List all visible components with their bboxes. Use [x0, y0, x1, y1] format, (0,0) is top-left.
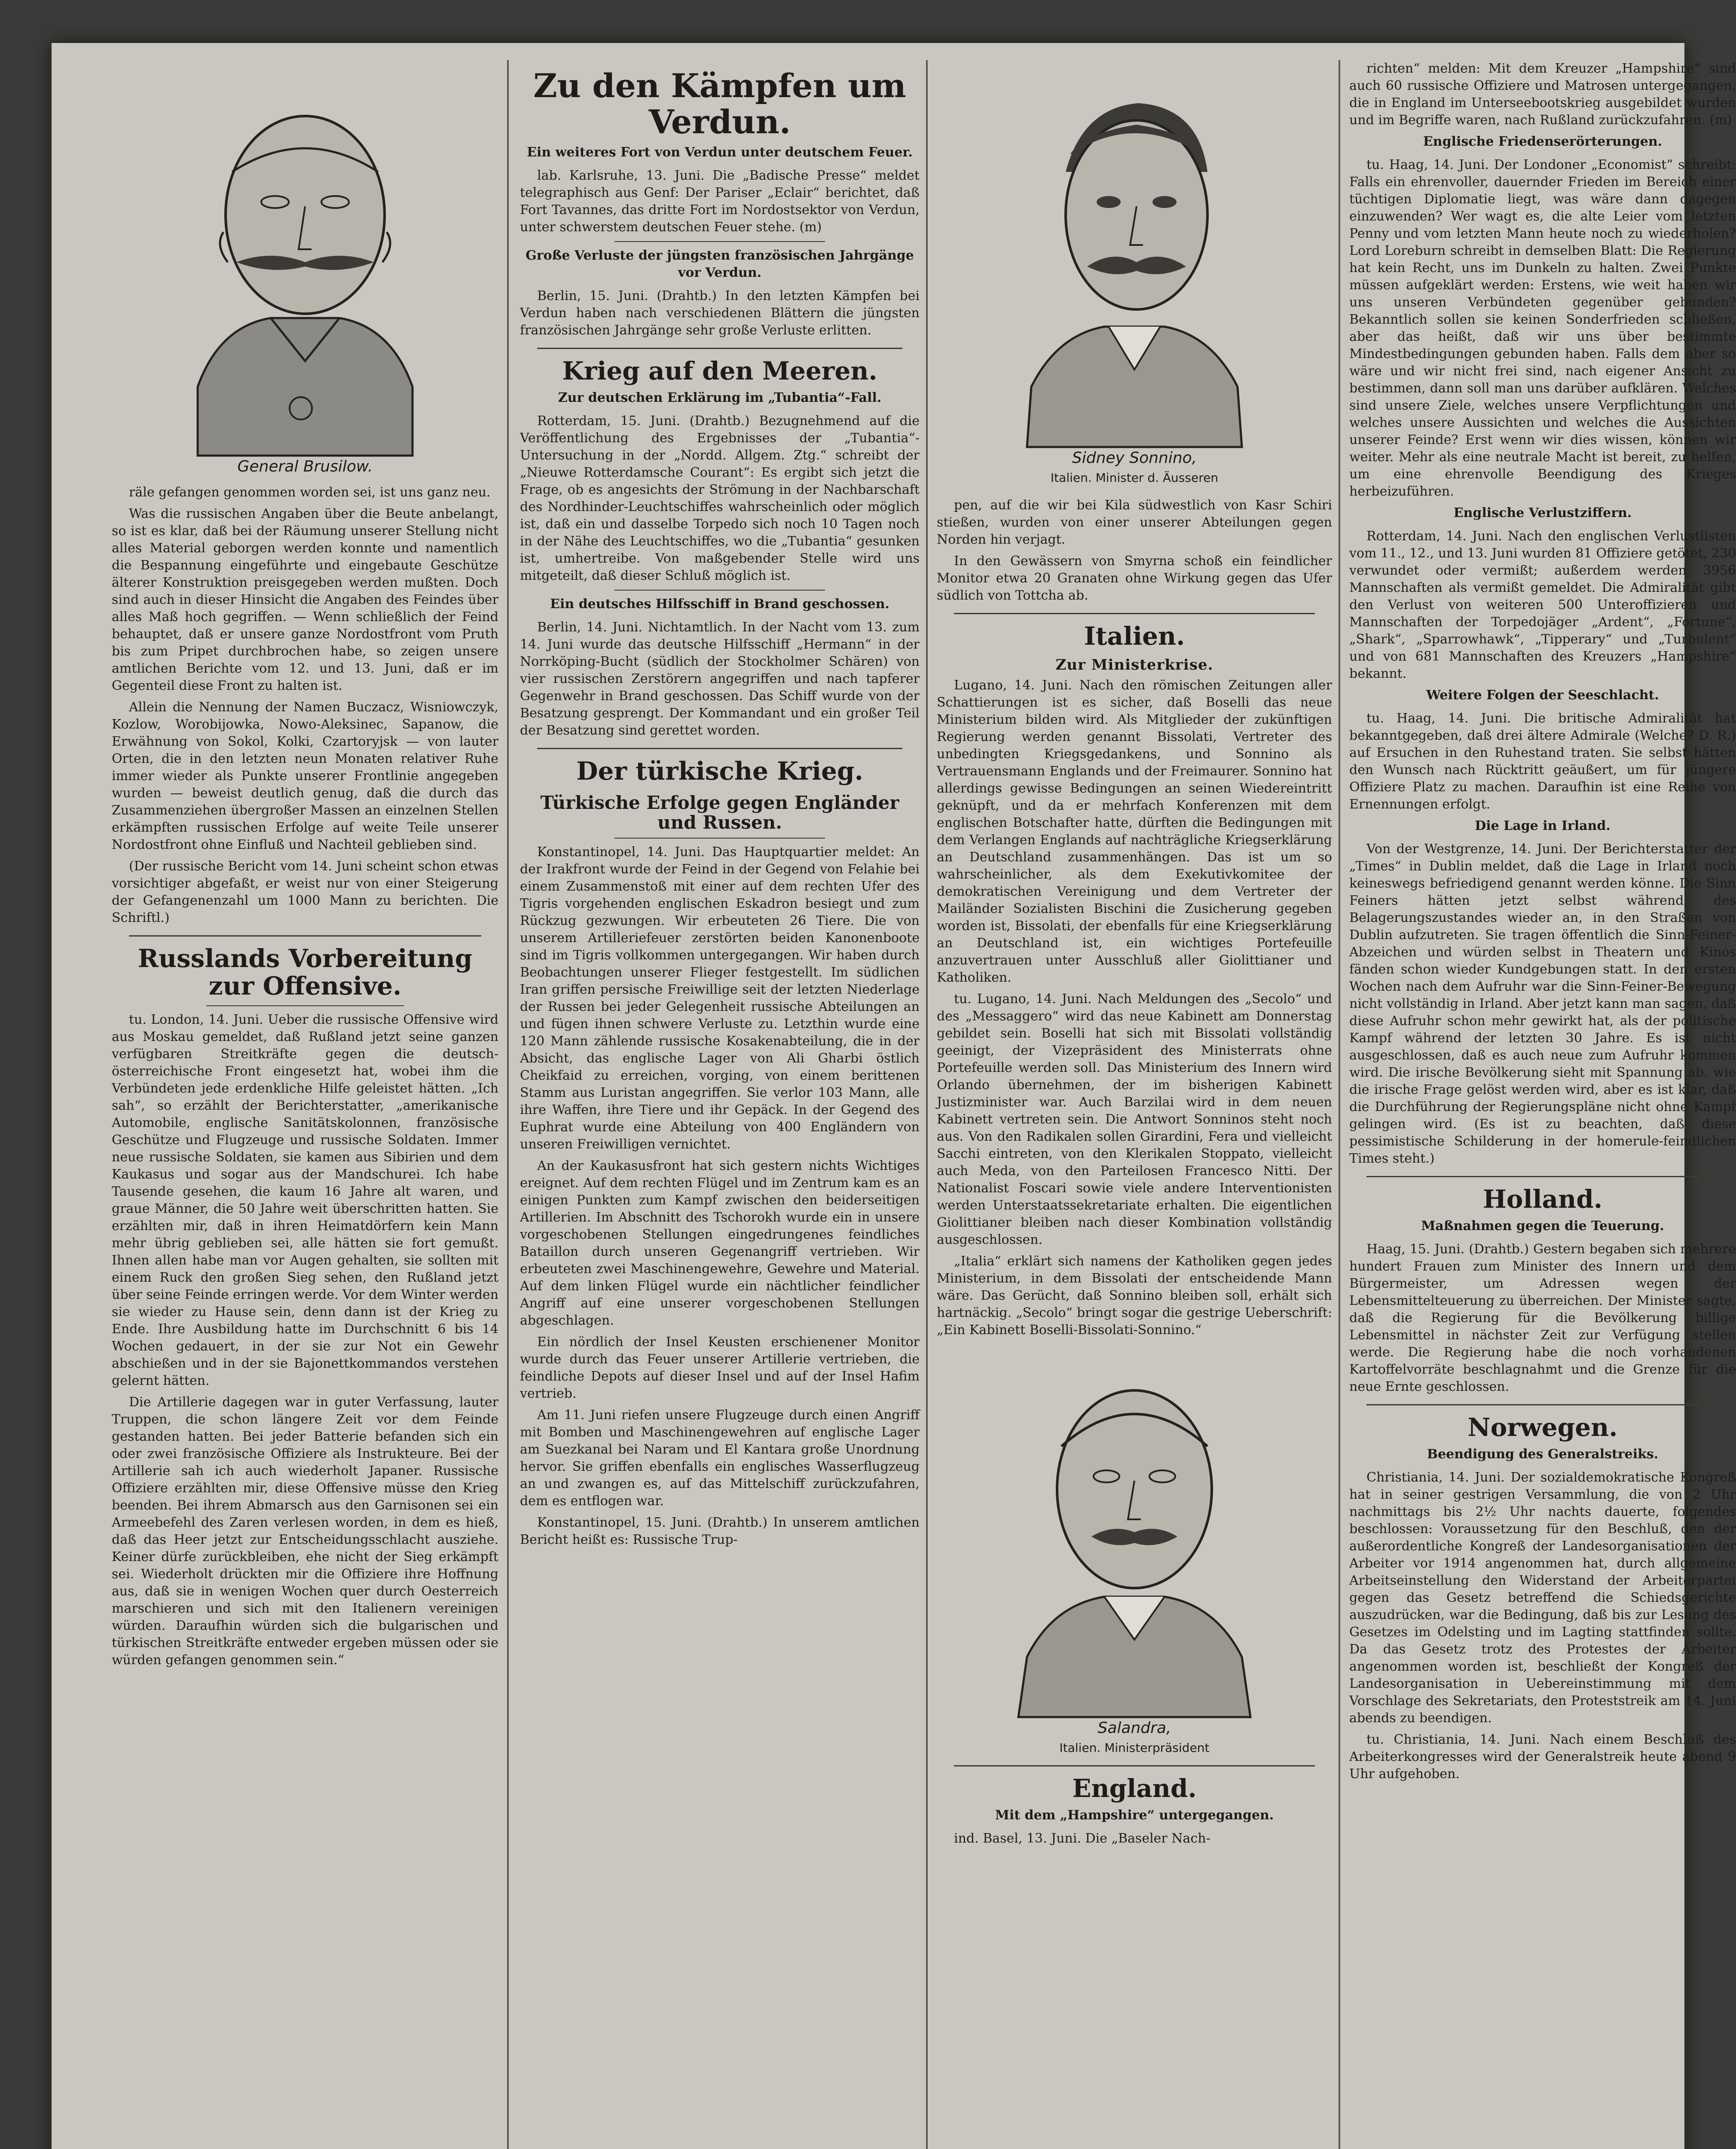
- column-4: [1349, 60, 1736, 1787]
- headline-erfolge: Türkische Erfolge gegen Engländer und Russen.: [540, 792, 899, 833]
- article-text: Berlin, 14. Juni. Nichtamtlich. In der Nacht vom 13. zum 14. Juni wurde das deutsche Hilfsschiff „Hermann“ in der Norrköping-Bucht (südlich der Stockholmer Schären) von vier russischen Zerstörern angegriffen und nach tapferer Gegenwehr in Brand geschossen. Das Schiff wurde von der Besatzung gesprengt. Der Kommandant und ein großer Teil der Besatzung sind gerettet worden.: [520, 619, 920, 738]
- portrait-caption: Salandra,: [1097, 1719, 1171, 1737]
- article-text: tu. Haag, 14. Juni. Der Londoner „Economist“ schreibt: Falls ein ehrenvoller, dauernder Frieden im Bereich einer tüchtigen Diplomatie liegt, was wäre dann dagegen einzuwenden? Wer wagt es, die alte Leier vom letzten Penny und vom letzten Mann heute noch zu wiederholen? Lord Loreburn schreibt in demselben Blatt: Die Regierung hat kein Recht, uns im Dunkeln zu halten. Zwei Punkte müssen aufgeklärt werden: Erstens, wie weit haben wir uns unseren Verbündeten gegenüber gebunden? Bekanntlich sollen sie keinen Sonderfrieden schließen, aber das heißt, daß wir uns über bestimmte Mindestbedingungen gebunden haben. Falls dem aber so wäre und wir nicht frei sind, nach eigener Ansicht zu bestimmen, dann soll man uns darüber aufklären. Welches sind unsere Ziele, welches unsere Verpflichtungen und welches unsere Aussichten und welches die Aussichten unserer Feinde? Erst wenn wir dies wissen, können wir weiter. Mehr als eine neutrale Macht ist bereit, zu helfen, um eine ehrenvolle Beendigung des Krieges herbeizuführen.: [1349, 157, 1736, 499]
- subheadline: Ein deutsches Hilfsschiff in Brand geschossen.: [550, 596, 889, 612]
- article-text: Rotterdam, 15. Juni. (Drahtb.) Bezugnehmend auf die Veröffentlichung des Ergebnisses der „Tubantia“-Untersuchung in der „Nordd. Allgem. Ztg.“ schreibt der „Nieuwe Rotterdamsche Courant“: Es ergibt sich jetzt die Frage, ob es angesichts der Strömung in der Nachbarschaft des Nordhinder-Leuchtschiffes wahrscheinlich oder möglich ist, daß ein und dasselbe Torpedo sich noch 10 Tagen noch in der Nähe des Leuchtschiffes, wo die „Tubantia“ gesunken ist, umhertreibe. Von maßgebender Stelle wird uns mitgeteilt, daß dieser Schluß möglich ist.: [520, 413, 920, 583]
- portrait-salandra: [1001, 1347, 1268, 1717]
- section-divider: [1366, 1404, 1719, 1405]
- column-1: [112, 60, 498, 1673]
- subheadline: Maßnahmen gegen die Teuerung.: [1421, 1218, 1664, 1234]
- portrait-caption: Sidney Sonnino,: [1072, 449, 1197, 467]
- article-text: Ein nördlich der Insel Keusten erschienener Monitor wurde durch das Feuer unserer Artillerie vertrieben, die feindliche Depots auf dieser Insel und auf der Insel Hafim vertrieb.: [520, 1335, 920, 1402]
- portrait-sonnino: [1001, 60, 1268, 447]
- headline-verdun: Zu den Kämpfen um Verdun.: [533, 67, 906, 141]
- headline-offensive: Russlands Vorbereitung zur Offensive.: [138, 944, 473, 1001]
- article-text: räle gefangen genommen worden sei, ist uns ganz neu.: [129, 485, 491, 500]
- article-text: tu. Haag, 14. Juni. Die britische Admiralität hat bekanntgegeben, daß drei ältere Admirale (Welche? D. R.) auf Ersuchen in den Ruhestand traten. Sie selbst hätten den Wunsch nach Rücktritt geäußert, um für jüngere Offiziere Platz zu machen. Daraufhin ist eine Reihe von Ernennungen erfolgt.: [1349, 711, 1736, 812]
- headline-england: England.: [1072, 1773, 1197, 1803]
- newspaper-page: [52, 43, 1736, 2149]
- article-text: Rotterdam, 14. Juni. Nach den englischen Verlustlisten vom 11., 12., und 13. Juni wurden 81 Offiziere getötet, 230 verwundet oder vermißt; außerdem werden 3956 Mannschaften als vermißt gemeldet. Die Admiralität gibt den Verlust von weiteren 500 Unteroffizieren und Mannschaften der Torpedojäger „Ardent“, „Fortune“, „Shark“, „Sparrowhawk“, „Tipperary“ und „Turbulent“ und von 681 Mannschaften des Kreuzers „Hampshire“ bekannt.: [1349, 529, 1736, 681]
- article-text: Christiania, 14. Juni. Der sozialdemokratische Kongreß hat in seiner gestrigen Versammlung, die von 2 Uhr nachmittags bis 2½ Uhr nachts dauerte, folgendes beschlossen: Voraussetzung für den Beschluß, den der außerordentliche Kongreß der Landesorganisationen der Arbeiter vor 1914 angenommen hat, durch allgemeine Arbeitseinstellung den Widerstand der Arbeiterpartei gegen das Gesetz betreffend die Schiedsgerichte auszudrücken, war die Bedingung, daß bis zur Lesung des Gesetzes im Odelsting und im Lagting stattfinden sollte. Da das Gesetz trotz des Protestes der Arbeiter angenommen worden ist, beschließt der Kongreß der Landesorganisation in Uebereinstimmung mit dem Vorschlage des Sekretariats, den Proteststreik am 14. Juni abends zu beendigen.: [1349, 1469, 1736, 1726]
- article-text: An der Kaukasusfront hat sich gestern nichts Wichtiges ereignet. Auf dem rechten Flügel und im Zentrum kam es an einigen Punkten zum Kampf zwischen den beiderseitigen Artillerien. Im Abschnitt des Tschorokh wurde ein in unsere vorgeschobenen Stellungen eingedrungenes feindliches Bataillon durch unseren Gegenangriff vertrieben. Wir erbeuteten zwei Maschinengewehre, Gewehre und Material. Auf dem linken Flügel wurde ein nächtlicher feindlicher Angriff auf eine unserer vorgeschobenen Stellungen abgeschlagen.: [520, 1158, 920, 1329]
- section-divider: [537, 748, 902, 749]
- article-text: In den Gewässern von Smyrna schoß ein feindlicher Monitor etwa 20 Granaten ohne Wirkung gegen das Ufer südlich von Tottcha ab.: [937, 554, 1332, 603]
- article-text: lab. Karlsruhe, 13. Juni. Die „Badische Presse“ meldet telegraphisch aus Genf: Der Pariser „Eclair“ berichtet, daß Fort Tavannes, das dritte Fort im Nordostsektor von Verdun, unter schwerstem deutschen Feuer stehe. (m): [520, 168, 920, 235]
- subheadline: Mit dem „Hampshire“ untergegangen.: [995, 1807, 1274, 1823]
- article-text: tu. Lugano, 14. Juni. Nach Meldungen des „Secolo“ und des „Messaggero“ wird das neue Kabinett am Donnerstag gebildet sein. Boselli hat sich mit Bissolati vollständig geeinigt, der Vizepräsident des Ministerrats ohne Portefeuille werden soll. Das Ministerium des Innern wird Orlando übernehmen, der im bisherigen Kabinett Justizminister war. Auch Barzilai wird in dem neuen Kabinett vertreten sein. Die Antwort Sonninos steht noch aus. Von den Radikalen sollen Girardini, Fera und vielleicht Sacchi eintreten, von den Klerikalen Stoppato, vielleicht auch Meda, von den Parteilosen Francesco Nitti. Der Nationalist Foscari sowie viele andere Interventionisten werden Unterstaatssekretariate erhalten. Die eigentlichen Giolittianer bleiben nach dieser Kombination vollständig ausgeschlossen.: [937, 991, 1332, 1247]
- article-text: „Italia“ erklärt sich namens der Katholiken gegen jedes Ministerium, in dem Bissolati der entscheidende Mann wäre. Das Gerücht, daß Sonnino bleiben soll, erhält sich hartnäckig. „Secolo“ bringt sogar die gestrige Ueberschrift: „Ein Kabinett Boselli-Bissolati-Sonnino.“: [937, 1253, 1332, 1338]
- column-rule: [926, 60, 928, 2149]
- portrait-brusilow: [172, 60, 438, 456]
- section-divider: [206, 1005, 404, 1006]
- article-text: ind. Basel, 13. Juni. Die „Baseler Nach-: [954, 1831, 1210, 1846]
- subheadline: Große Verluste der jüngsten französischen Jahrgänge vor Verdun.: [526, 248, 914, 281]
- headline-meere: Krieg auf den Meeren.: [562, 356, 877, 386]
- article-text: Konstantinopel, 14. Juni. Das Hauptquartier meldet: An der Irakfront wurde der Feind in der Gegend von Felahie bei einem Zusammenstoß mit einer auf dem rechten Ufer des Tigris vorgehenden englischen Eskadron besiegt und zum Rückzug gezwungen. Wir erbeuteten 26 Tiere. Die von unserem Artilleriefeuer zerstörten beiden Kanonenboote sind im Tigris vollkommen untergegangen. Wir haben durch Beobachtungen unserer Flieger festgestellt. Im südlichen Iran griffen persische Freiwillige seit der letzten Niederlage der Russen bei jeder Gelegenheit russische Abteilungen an und fügen ihnen schwere Verluste zu. Letzthin wurde eine 120 Mann zählende russische Kosakenabteilung, die in der Absicht, das englische Lager von Ali Gharbi östlich Cheikfaid zu erreichen, vorging, von einem berittenen Stamm aus Luristan angegriffen. Sie verlor 103 Mann, alle ihre Waffen, ihre Tiere und ihr Gepäck. In der Gegend des Euphrat wurde eine Abteilung von 400 Engländern von unseren Freiwilligen vernichtet.: [520, 845, 920, 1152]
- article-text: Von der Westgrenze, 14. Juni. Der Berichterstatter der „Times“ in Dublin meldet, daß die Lage in Irland noch keineswegs befriedigend genannt werden könne. Die Sinn Feiners hätten jetzt selbst während des Belagerungszustandes wieder an, in den Straßen von Dublin aufzutreten. Sie tragen öffentlich die Sinn-Feiner-Abzeichen und würden selbst in Theatern und Kinos fänden schon wieder Kundgebungen statt. In den ersten Wochen nach dem Aufruhr war die Sinn-Feiner-Bewegung nicht vollständig in Irland. Aber jetzt kann man sagen, daß diese Aufruhr schon mehr gewirkt hat, als der politische Kampf während der letzten 30 Jahre. Es ist nicht ausgeschlossen, daß es auch neue zum Aufruhr kommen wird. Die irische Bevölkerung sieht mit Spannung ab, wie die irische Frage gelöst werden wird, aber es ist klar, daß die Durchführung der Regierungspläne nicht ohne Kampf gelingen wird. (Es ist zu beachten, daß diese pessimistische Schilderung in der homerule-feindlichen Times steht.): [1349, 842, 1736, 1166]
- article-text: tu. London, 14. Juni. Ueber die russische Offensive wird aus Moskau gemeldet, daß Rußland jetzt seine ganzen verfügbaren Streitkräfte gegen die deutsch-österreichische Front eingesetzt hat, wobei ihm die Verbündeten jede erdenkliche Hilfe geleistet hätten. „Ich sah“, so erzählt der Berichterstatter, „amerikanische Automobile, englische Sanitätskolonnen, französische Geschütze und Flugzeuge und russische Soldaten. Immer neue russische Soldaten, sie kamen aus Sibirien und dem Kaukasus und sogar aus der Mandschurei. Ich habe Tausende gesehen, die kaum 16 Jahre alt waren, und graue Männer, die 50 Jahre weit überschritten hatten. Sie erzählten mir, daß in ihren Heimatdörfern kein Mann mehr übrig geblieben sei, alle hätten sie fort gemußt. Ihnen allen habe man vor Augen gehalten, sie sollten mit einem Ruck den großen Sieg sehen, den Rußland jetzt über seine Feinde erringen werde. Vor dem Winter werden sie wieder zu Hause sein, denn dann ist der Krieg zu Ende. Ihre Ausbildung hatte im Durchschnitt 6 bis 14 Wochen gedauert, in der sie zur Not ein Gewehr abschießen und in der sie Bajonettkommandos verstehen gelernt hätten.: [112, 1012, 498, 1388]
- section-divider: [537, 348, 902, 349]
- article-text: Allein die Nennung der Namen Buczacz, Wisniowczyk, Kozlow, Worobijowka, Nowo-Aleksinec, Sapanow, die Erwähnung von Sokol, Kolki, Czartoryjsk — von lauter Orten, die in den letzten neun Monaten relativer Ruhe immer wieder als Punkte unserer Frontlinie angegeben wurden — beweist deutlich genug, daß die durch das Zusammenziehen übergroßer Massen an einzelnen Stellen erkämpften russischen Erfolge auf weite Teile unserer Nordostfront ohne Einfluß und Nachteil geblieben sind.: [112, 700, 498, 852]
- article-text: pen, auf die wir bei Kila südwestlich von Kasr Schiri stießen, wurden von einer unserer Abteilungen gegen Norden hin verjagt.: [937, 498, 1332, 547]
- article-text: Die Artillerie dagegen war in guter Verfassung, lauter Truppen, die schon längere Zeit vor dem Feinde gestanden hatten. Bei jeder Batterie befanden sich ein oder zwei französische Offiziere als Instrukteure. Bei der Artillerie sah ich auch wiederholt Japaner. Russische Offiziere erzählten mir, diese Offensive müsse den Krieg beenden. Bei ihrem Abmarsch aus den Garnisonen sei ein Armeebefehl des Zaren verlesen worden, in dem es hieß, daß das Heer jetzt zur Entscheidungsschlacht ausziehe. Keiner dürfe zurückbleiben, ehe nicht der Sieg erkämpft sei. Wiederholt drückten mir die Offiziere ihre Hoffnung aus, daß sie in wenigen Wochen quer durch Oesterreich marschieren und sich mit den Italienern vereinigen würden. Daraufhin würden sich die bulgarischen und türkischen Streitkräfte entweder ergeben müssen oder sie würden gefangen genommen sein.“: [112, 1394, 498, 1668]
- article-text: Berlin, 15. Juni. (Drahtb.) In den letzten Kämpfen bei Verdun haben nach verschiedenen Blättern die jüngsten französischen Jahrgänge sehr große Verluste erlitten.: [520, 288, 920, 338]
- subheadline: Ein weiteres Fort von Verdun unter deutschem Feuer.: [527, 145, 913, 160]
- section-divider: [614, 241, 825, 242]
- subheadline: Englische Verlustziffern.: [1453, 505, 1632, 520]
- subheadline: Zur deutschen Erklärung im „Tubantia“-Fall.: [558, 390, 882, 405]
- article-text: richten“ melden: Mit dem Kreuzer „Hampshire“ sind auch 60 russische Offiziere und Matrosen untergegangen, die in England im Unterseebootskrieg ausgebildet wurden und im Begriffe waren, nach Rußland zurückzufahren. (m): [1349, 61, 1736, 128]
- column-rule: [1339, 60, 1340, 2149]
- section-divider: [1366, 1176, 1719, 1177]
- article-text: tu. Christiania, 14. Juni. Nach einem Beschluß des Arbeiterkongresses wird der Generalstreik heute abend 9 Uhr aufgehoben.: [1349, 1732, 1736, 1782]
- subheadline: Die Lage in Irland.: [1475, 818, 1611, 833]
- headline-norwegen: Norwegen.: [1467, 1412, 1618, 1442]
- subheadline: Zur Ministerkrise.: [1055, 656, 1213, 673]
- headline-tuerkischer-krieg: Der türkische Krieg.: [576, 756, 863, 786]
- section-divider: [614, 838, 825, 839]
- subheadline: Weitere Folgen der Seeschlacht.: [1426, 688, 1659, 703]
- section-divider: [954, 613, 1315, 614]
- article-text: (Der russische Bericht vom 14. Juni scheint schon etwas vorsichtiger abgefaßt, er weist nur von einer Steigerung der Gefangenenzahl um 1000 Mann zu berichten. Die Schriftl.): [112, 859, 498, 925]
- section-divider: [954, 1765, 1315, 1766]
- subheadline: Englische Friedenserörterungen.: [1423, 134, 1663, 149]
- article-text: Konstantinopel, 15. Juni. (Drahtb.) In unserem amtlichen Bericht heißt es: Russische Trup-: [520, 1515, 920, 1548]
- article-text: Am 11. Juni riefen unsere Flugzeuge durch einen Angriff mit Bomben und Maschinengewehren auf englische Lager am Suezkanal bei Naram und El Kantara große Unordnung hervor. Sie griffen ebenfalls ein englisches Wasserflugzeug an und zwangen es, auf das Mittelschiff zurückzufahren, dem es entflogen war.: [520, 1408, 920, 1509]
- section-divider: [129, 935, 481, 937]
- headline-holland: Holland.: [1482, 1185, 1603, 1214]
- column-3: [937, 60, 1332, 1852]
- article-text: Was die russischen Angaben über die Beute anbelangt, so ist es klar, daß bei der Räumung unserer Stellung nicht alles Material geborgen werden konnte und namentlich die Bespannung eingeführte und eingebaute Geschütze älterer Konstruktion preisgegeben werden mußten. Doch sind auch in dieser Hinsicht die Angaben des Feindes über alles Maß hoch gegriffen. — Wenn schließlich der Feind behauptet, daß er unsere ganze Nordostfront vom Pruth bis zum Pripet durchbrochen habe, so zeigen unsere amtlichen Berichte vom 12. und 13. Juni, daß er im Gegenteil diese Front zu halten ist.: [112, 506, 498, 693]
- column-2: [520, 60, 920, 1553]
- article-text: Lugano, 14. Juni. Nach den römischen Zeitungen aller Schattierungen ist es sicher, daß Boselli das neue Ministerium bilden wird. Als Mitglieder der zukünftigen Regierung werden genannt Bissolati, Vertreter des unbedingten Kriegsgedankens, und Sonnino als Vertrauensmann Englands und der Freimaurer. Sonnino hat allerdings gewisse Bedingungen an seinen Wiedereintritt geknüpft, und da er mehrfach Konferenzen mit dem englischen Botschafter hatte, dürften die Bedingungen mit dem Verlangen Englands auf nachträgliche Kriegserklärung an Deutschland zusammenhängen. Das ist um so wahrscheinlicher, als dem Exekutivkomitee der demokratischen Vereinigung und dem Vertreter der Mailänder Sozialisten Bischini die Zusicherung gegeben worden ist, Bissolati, der ebenfalls für eine Kriegserklärung an Deutschland ist, ein wichtiges Portefeuille anzuvertrauen unter Ausschluß aller Giolittianer und Katholiken.: [937, 677, 1332, 985]
- article-text: Haag, 15. Juni. (Drahtb.) Gestern begaben sich mehrere hundert Frauen zum Minister des Innern und dem Bürgermeister, um Adressen wegen der Lebensmittelteuerung zu überreichen. Der Minister sagte, daß die Regierung für die Bevölkerung billige Lebensmittel in nächster Zeit zur Verfügung stellen werde. Die Regierung habe die noch vorhandenen Kartoffelvorräte beschlagnahmt und die Grenze für die neue Ernte geschlossen.: [1349, 1241, 1736, 1394]
- portrait-subcaption: Italien. Minister d. Äusseren: [1050, 471, 1219, 485]
- section-divider: [614, 590, 825, 591]
- column-rule: [507, 60, 509, 2149]
- portrait-caption: General Brusilow.: [237, 458, 373, 475]
- subheadline: Beendigung des Generalstreiks.: [1427, 1446, 1659, 1462]
- headline-italien: Italien.: [1084, 621, 1185, 651]
- portrait-subcaption: Italien. Ministerpräsident: [1059, 1740, 1210, 1755]
